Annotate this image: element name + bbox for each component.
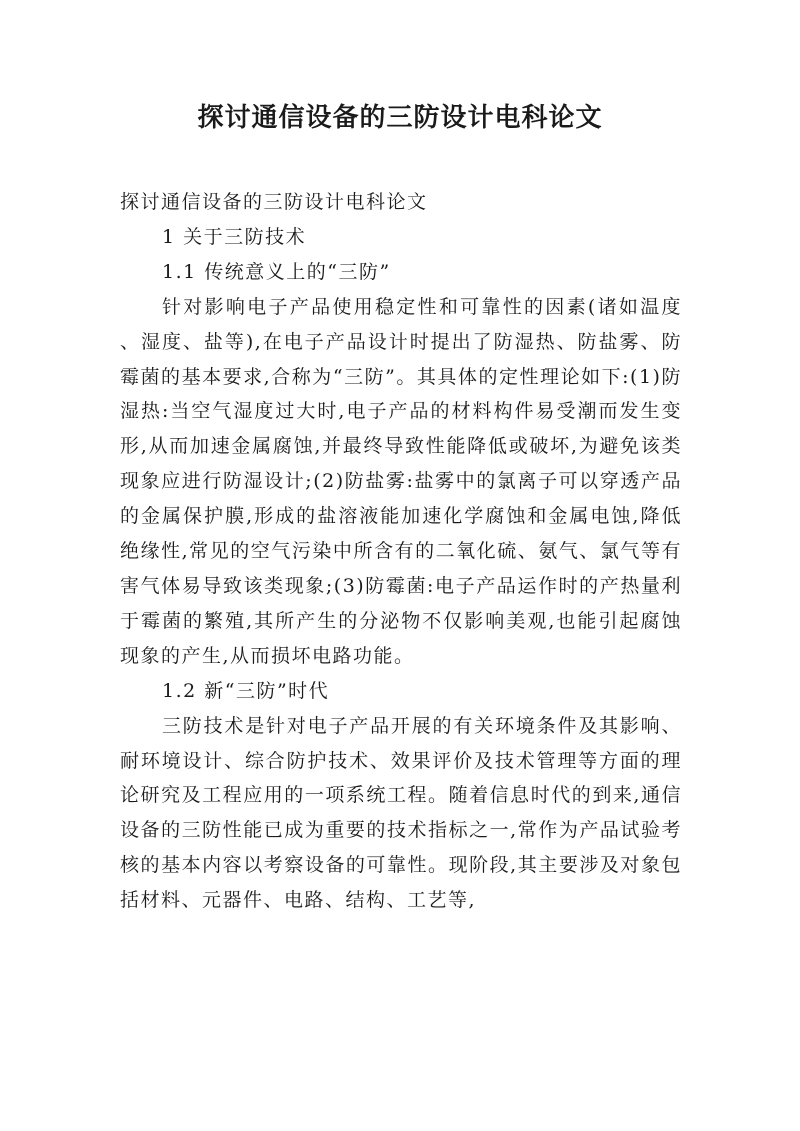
document-body xyxy=(120,185,682,918)
body-subtitle: 探讨通信设备的三防设计电科论文 xyxy=(120,191,428,213)
paragraph-new-three-proofing-era: 三防技术是针对电子产品开展的有关环境条件及其影响、耐环境设计、综合防护技术、效果评价及技术管理等方面的理论研究及工程应用的一项系统工程。随着信息时代的到来,通信设备的三防性能已成为重要的技术指标之一,常作为产品试验考核的基本内容以考察设备的可靠性。现阶段,其主要涉及对象包括材料、元器件、电路、结构、工艺等, xyxy=(120,714,682,912)
document-title: 探讨通信设备的三防设计电科论文 xyxy=(197,103,603,133)
paragraph-three-proofing-definition: 针对影响电子产品使用稳定性和可靠性的因素(诸如温度、湿度、盐等),在电子产品设计时提出了防湿热、防盐雾、防霉菌的基本要求,合称为“三防”。其具体的定性理论如下:(1)防湿热:当空气湿度过大时,电子产品的材料构件易受潮而发生变形,从而加速金属腐蚀,并最终导致性能降低或破坏,为避免该类现象应进行防湿设计;(2)防盐雾:盐雾中的氯离子可以穿透产品的金属保护膜,形成的盐溶液能加速化学腐蚀和金属电蚀,降低绝缘性,常见的空气污染中所含有的二氧化硫、氨气、氯气等有害气体易导致该类现象;(3)防霉菌:电子产品运作时的产热量利于霉菌的繁殖,其所产生的分泌物不仅影响美观,也能引起腐蚀现象的产生,从而损坏电路功能。 xyxy=(120,295,682,667)
section-1-1-heading: 1.1 传统意义上的“三防” xyxy=(162,260,391,283)
section-1-heading: 1 关于三防技术 xyxy=(162,225,307,248)
section-1-2-heading: 1.2 新“三防”时代 xyxy=(162,679,330,702)
